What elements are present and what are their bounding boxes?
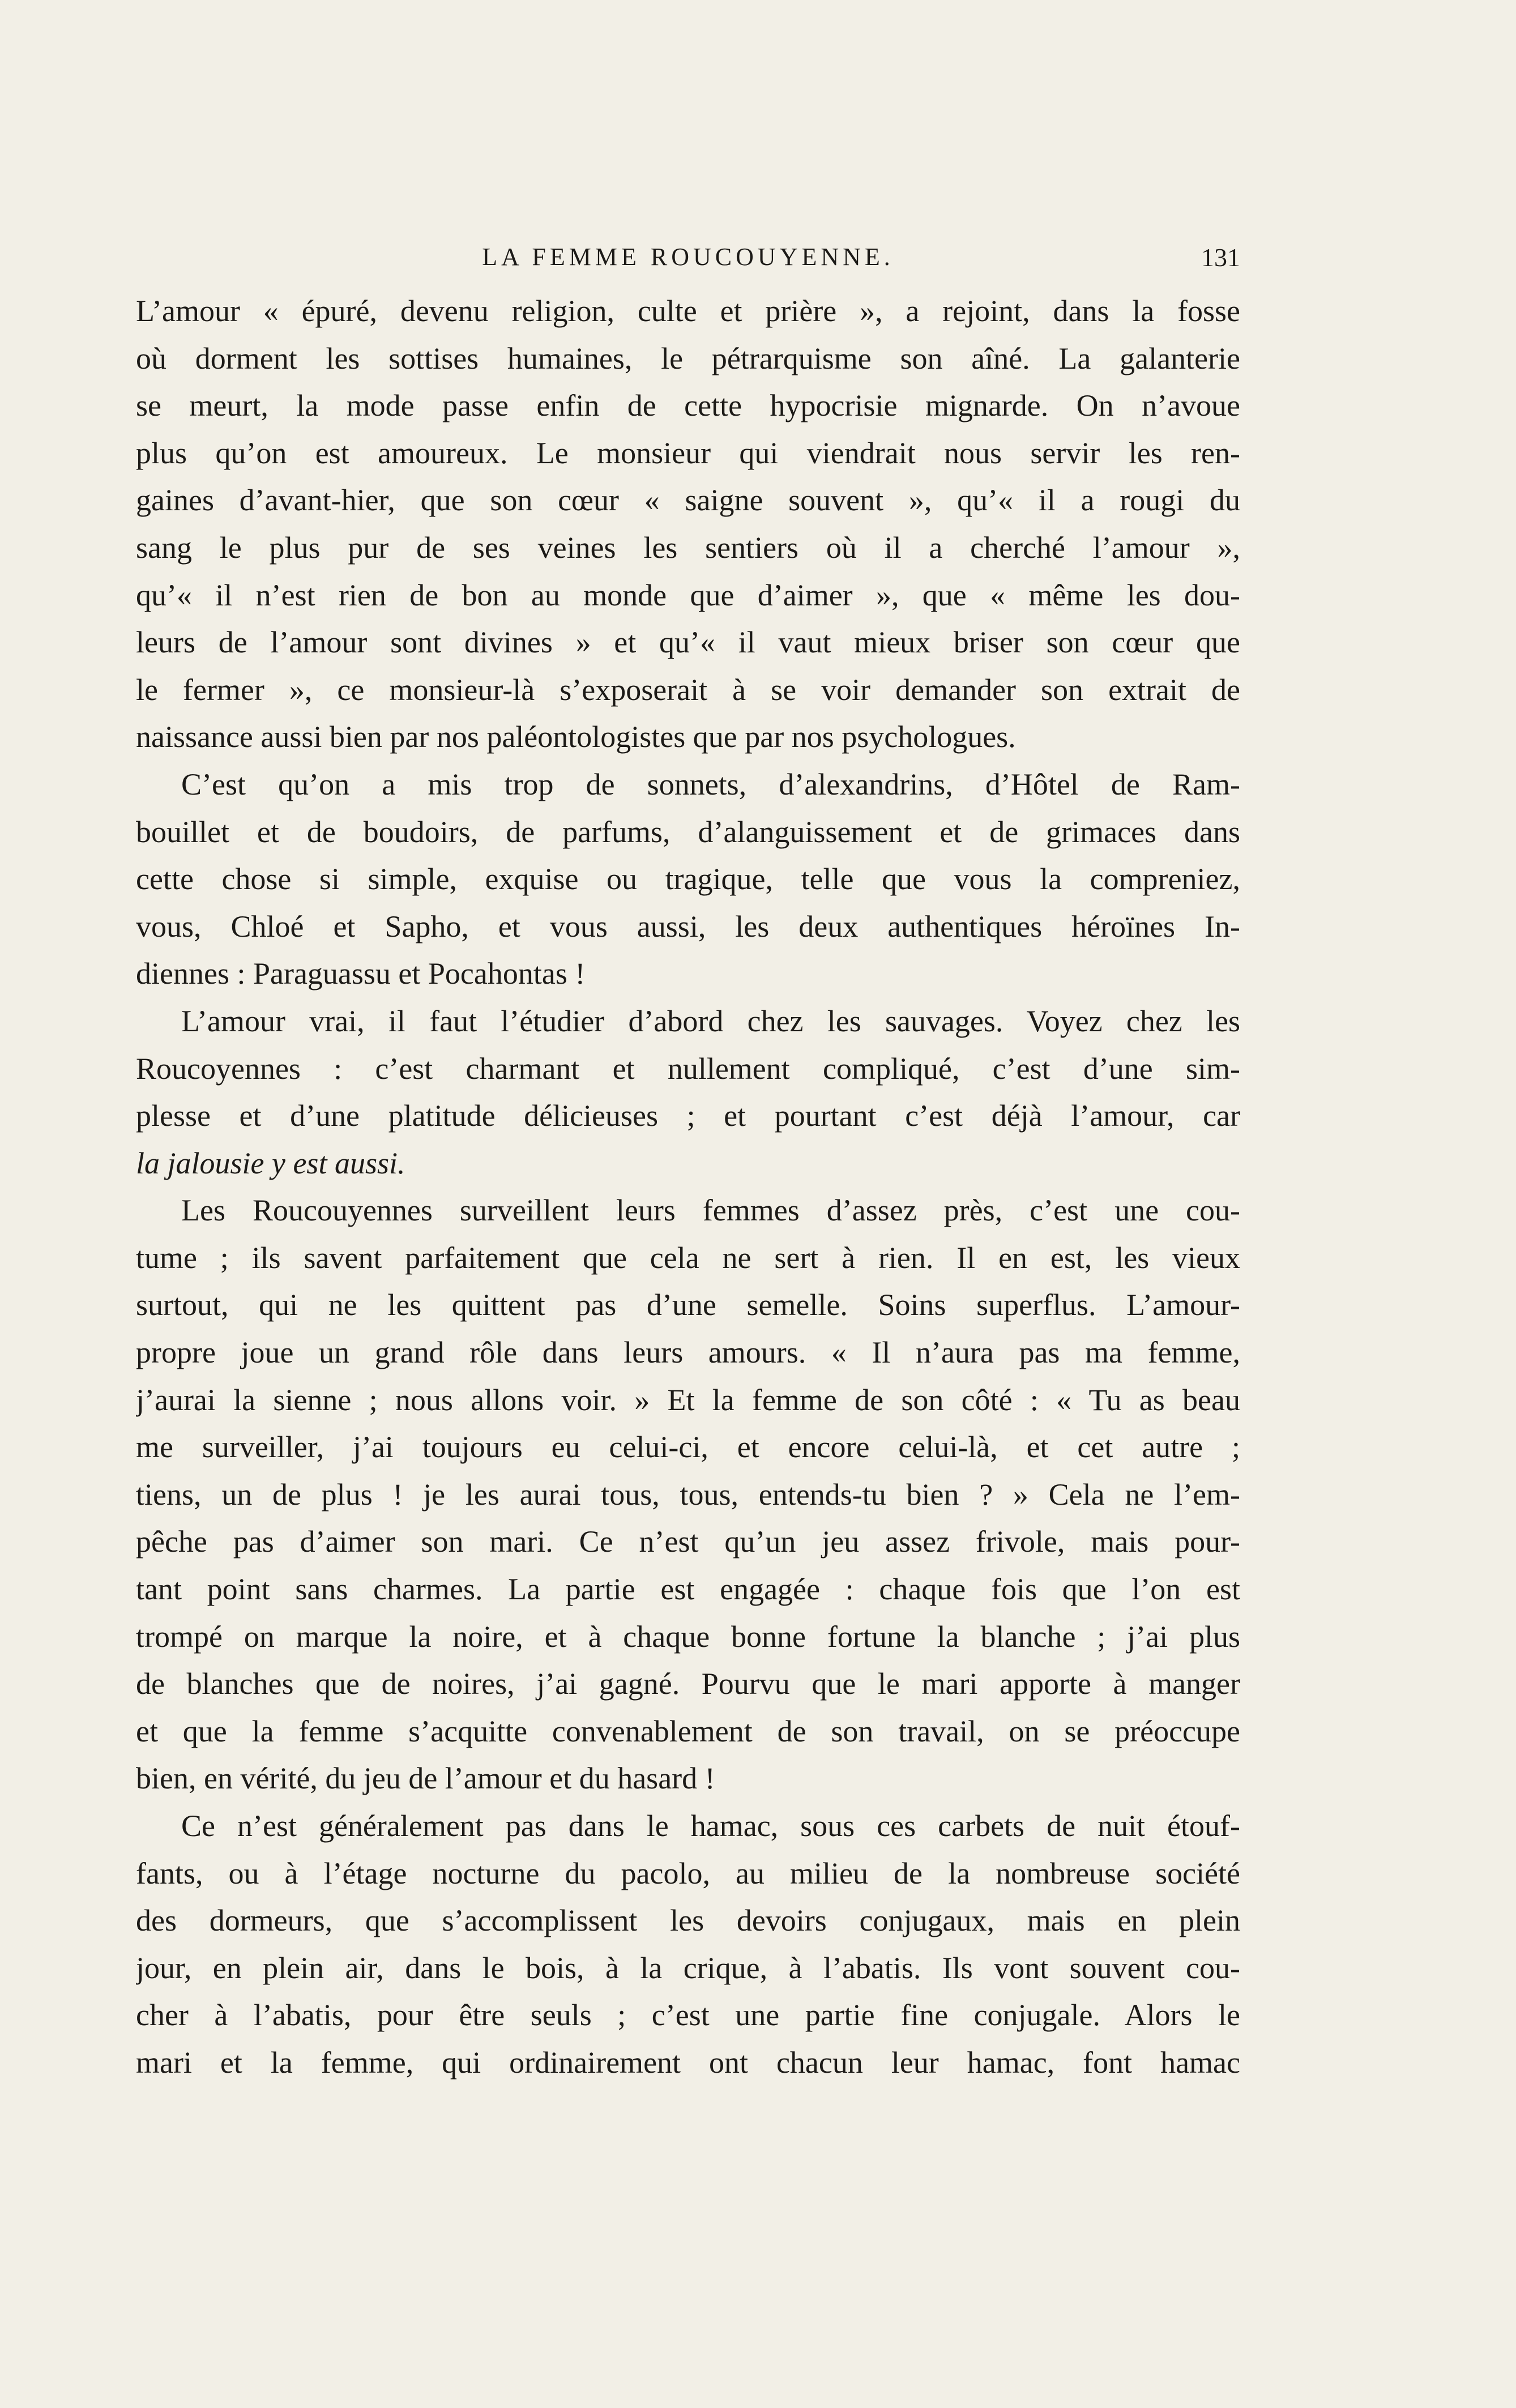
text-line: plus qu’on est amoureux. Le monsieur qui viendrait nous servir les ren- bbox=[136, 436, 1240, 470]
paragraph bbox=[136, 1187, 1240, 1803]
text-line: diennes : Paraguassu et Pocahontas ! bbox=[136, 957, 586, 991]
text-line: de blanches que de noires, j’ai gagné. Pourvu que le mari apporte à manger bbox=[136, 1667, 1240, 1701]
text-line: où dorment les sottises humaines, le pétrarquisme son aîné. La galanterie bbox=[136, 341, 1240, 375]
text-line: tiens, un de plus ! je les aurai tous, tous, entends-tu bien ? » Cela ne l’em- bbox=[136, 1477, 1240, 1512]
text-line: Ce n’est généralement pas dans le hamac, sous ces carbets de nuit étouf- bbox=[181, 1809, 1240, 1843]
text-line: me surveiller, j’ai toujours eu celui-ci, et encore celui-là, et cet autre ; bbox=[136, 1430, 1240, 1465]
text-line: se meurt, la mode passe enfin de cette hypocrisie mignarde. On n’avoue bbox=[136, 388, 1240, 423]
text-line: C’est qu’on a mis trop de sonnets, d’alexandrins, d’Hôtel de Ram- bbox=[181, 767, 1240, 801]
paragraph bbox=[136, 761, 1240, 998]
text-line: qu’« il n’est rien de bon au monde que d’aimer », que « même les dou- bbox=[136, 578, 1240, 612]
page-header bbox=[136, 242, 1240, 282]
text-line: la jalousie y est aussi. bbox=[136, 1146, 405, 1180]
text-line: fants, ou à l’étage nocturne du pacolo, au milieu de la nombreuse société bbox=[136, 1856, 1240, 1890]
text-line: Les Roucouyennes surveillent leurs femmes d’assez près, c’est une cou- bbox=[181, 1193, 1240, 1228]
text-line: jour, en plein air, dans le bois, à la crique, à l’abatis. Ils vont souvent cou- bbox=[136, 1950, 1240, 1985]
text-line: bien, en vérité, du jeu de l’amour et du hasard ! bbox=[136, 1761, 715, 1796]
text-line: vous, Chloé et Sapho, et vous aussi, les deux authentiques héroïnes In- bbox=[136, 909, 1240, 943]
text-line: des dormeurs, que s’accomplissent les devoirs conjugaux, mais en plein bbox=[136, 1903, 1240, 1938]
text-line: naissance aussi bien par nos paléontologistes que par nos psychologues. bbox=[136, 720, 1016, 754]
text-line: et que la femme s’acquitte convenablement de son travail, on se préoccupe bbox=[136, 1714, 1240, 1748]
text-line: L’amour « épuré, devenu religion, culte et prière », a rejoint, dans la fosse bbox=[136, 294, 1240, 328]
paragraph bbox=[136, 1803, 1240, 2087]
text-line: pêche pas d’aimer son mari. Ce n’est qu’un jeu assez frivole, mais pour- bbox=[136, 1525, 1240, 1559]
text-line: j’aurai la sienne ; nous allons voir. » Et la femme de son côté : « Tu as beau bbox=[136, 1382, 1240, 1417]
paragraph bbox=[136, 288, 1240, 761]
text-line: plesse et d’une platitude délicieuses ; et pourtant c’est déjà l’amour, car bbox=[136, 1099, 1240, 1133]
text-line: tant point sans charmes. La partie est engagée : chaque fois que l’on est bbox=[136, 1572, 1240, 1607]
text-line: le fermer », ce monsieur-là s’exposerait à se voir demander son extrait de bbox=[136, 672, 1240, 707]
page-number: 131 bbox=[1201, 243, 1240, 272]
text-line: bouillet et de boudoirs, de parfums, d’alanguissement et de grimaces dans bbox=[136, 814, 1240, 849]
running-head: LA FEMME ROUCOUYENNE. bbox=[482, 243, 894, 271]
text-line: propre joue un grand rôle dans leurs amours. « Il n’aura pas ma femme, bbox=[136, 1335, 1240, 1370]
text-line: leurs de l’amour sont divines » et qu’« il vaut mieux briser son cœur que bbox=[136, 625, 1240, 660]
body-text bbox=[136, 288, 1240, 2087]
text-line: cette chose si simple, exquise ou tragique, telle que vous la compreniez, bbox=[136, 862, 1240, 896]
text-line: trompé on marque la noire, et à chaque bonne fortune la blanche ; j’ai plus bbox=[136, 1619, 1240, 1654]
text-line: gaines d’avant-hier, que son cœur « saigne souvent », qu’« il a rougi du bbox=[136, 483, 1240, 518]
text-line: surtout, qui ne les quittent pas d’une semelle. Soins superflus. L’amour- bbox=[136, 1288, 1240, 1322]
text-line: Roucoyennes : c’est charmant et nullement compliqué, c’est d’une sim- bbox=[136, 1051, 1240, 1086]
text-line: mari et la femme, qui ordinairement ont chacun leur hamac, font hamac bbox=[136, 2045, 1240, 2080]
text-line: cher à l’abatis, pour être seuls ; c’est une partie fine conjugale. Alors le bbox=[136, 1998, 1240, 2033]
text-line: sang le plus pur de ses veines les sentiers où il a cherché l’amour », bbox=[136, 530, 1240, 565]
text-line: tume ; ils savent parfaitement que cela ne sert à rien. Il en est, les vieux bbox=[136, 1240, 1240, 1275]
paragraph bbox=[136, 998, 1240, 1187]
text-line: L’amour vrai, il faut l’étudier d’abord chez les sauvages. Voyez chez les bbox=[181, 1004, 1240, 1038]
